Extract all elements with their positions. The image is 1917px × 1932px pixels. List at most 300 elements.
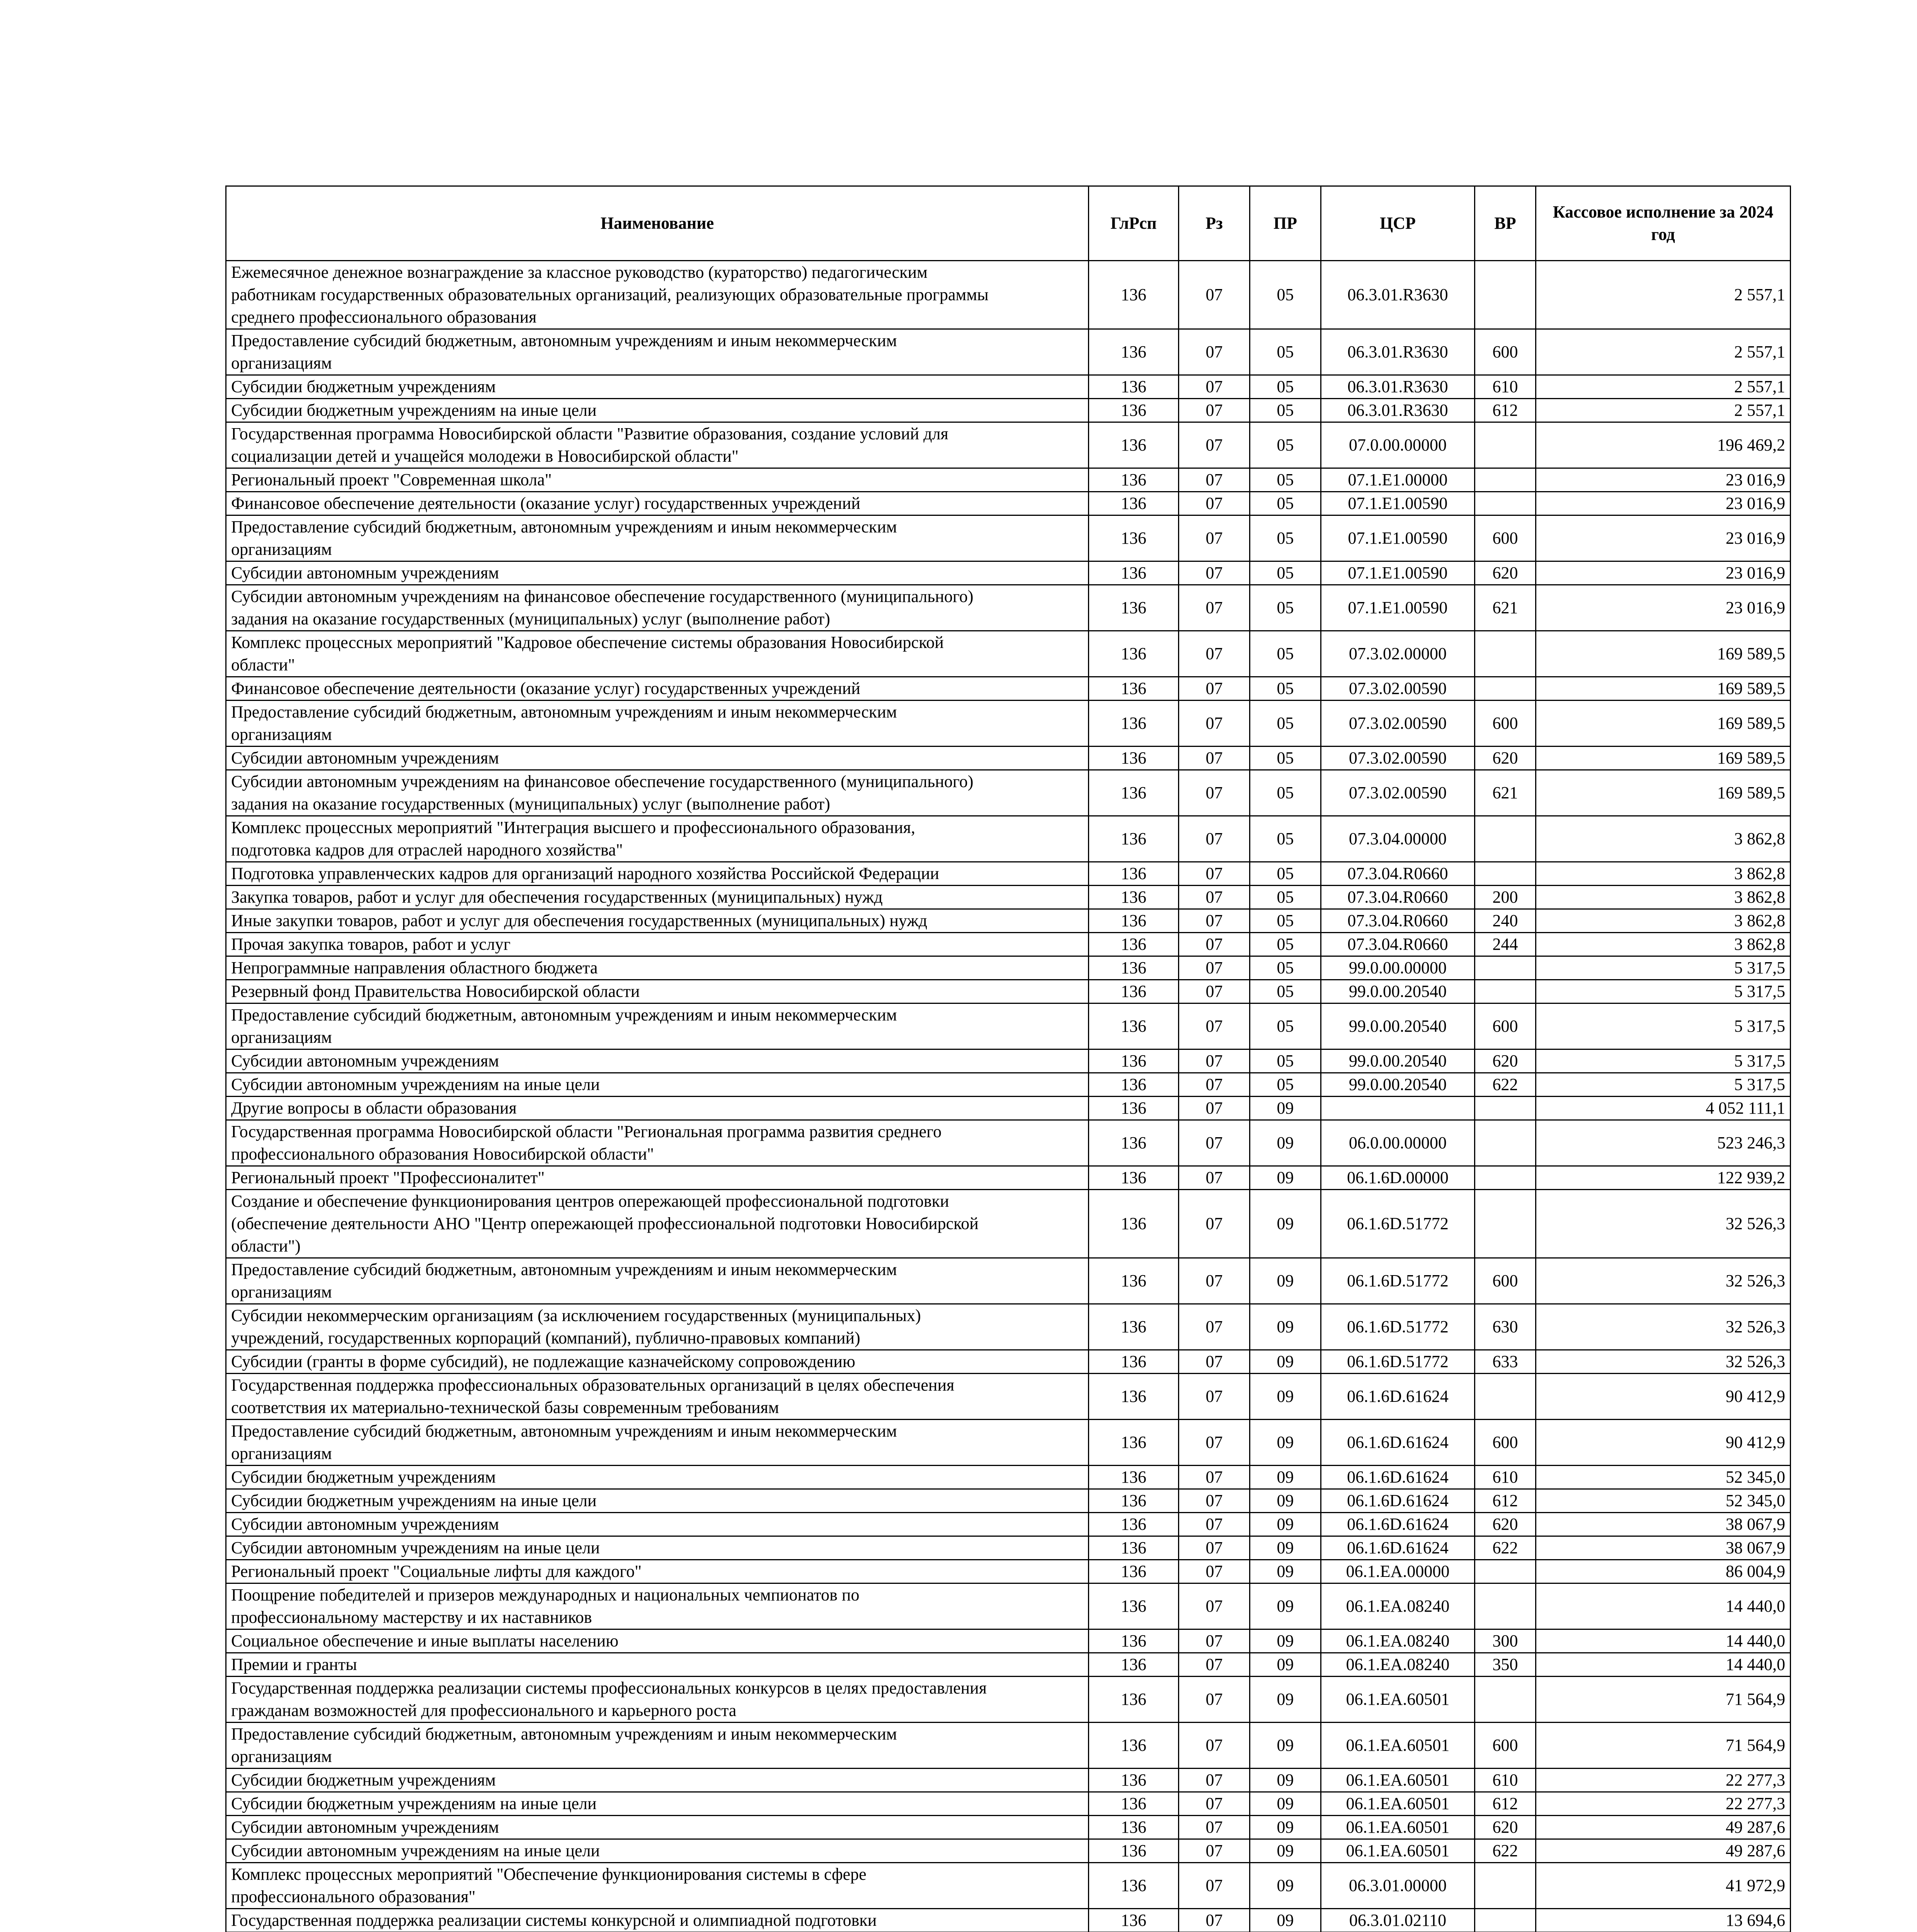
cell-name: Региональный проект "Социальные лифты для каждого": [226, 1560, 1089, 1583]
cell-amount: 71 564,9: [1536, 1677, 1791, 1723]
table-row: [226, 677, 1791, 701]
cell-rz: 07: [1179, 1350, 1250, 1374]
cell-pr: 05: [1250, 561, 1321, 585]
cell-name: Резервный фонд Правительства Новосибирской области: [226, 980, 1089, 1003]
cell-name: Субсидии автономным учреждениям: [226, 1816, 1089, 1839]
cell-csr: 99.0.00.00000: [1321, 956, 1475, 980]
table-row: [226, 956, 1791, 980]
table-row: [226, 1120, 1791, 1166]
cell-glrsp: 136: [1089, 585, 1179, 631]
cell-pr: 05: [1250, 1049, 1321, 1073]
cell-vr: [1475, 631, 1536, 677]
cell-glrsp: 136: [1089, 1003, 1179, 1049]
cell-name: Непрограммные направления областного бюджета: [226, 956, 1089, 980]
cell-glrsp: 136: [1089, 1304, 1179, 1350]
cell-name: Комплекс процессных мероприятий "Обеспечение функционирования системы в сфере профессионального образования": [226, 1863, 1089, 1909]
cell-vr: [1475, 1190, 1536, 1258]
cell-amount: 169 589,5: [1536, 631, 1791, 677]
cell-amount: 3 862,8: [1536, 862, 1791, 886]
cell-vr: [1475, 1374, 1536, 1420]
cell-vr: 600: [1475, 515, 1536, 561]
cell-glrsp: 136: [1089, 1536, 1179, 1560]
table-row: [226, 1792, 1791, 1816]
cell-csr: 06.1.EA.08240: [1321, 1583, 1475, 1629]
cell-glrsp: 136: [1089, 561, 1179, 585]
cell-name: Субсидии некоммерческим организациям (за исключением государственных (муниципальных) учреждений, государственных корпораций (компаний), публично-правовых компаний): [226, 1304, 1089, 1350]
cell-name: Субсидии бюджетным учреждениям на иные цели: [226, 1792, 1089, 1816]
cell-rz: 07: [1179, 956, 1250, 980]
cell-csr: 06.1.EA.08240: [1321, 1653, 1475, 1677]
cell-pr: 09: [1250, 1190, 1321, 1258]
cell-rz: 07: [1179, 585, 1250, 631]
cell-name: Закупка товаров, работ и услуг для обеспечения государственных (муниципальных) нужд: [226, 886, 1089, 909]
cell-pr: 05: [1250, 329, 1321, 375]
cell-name: Государственная программа Новосибирской области "Региональная программа развития среднего профессионального образования Новосибирской области": [226, 1120, 1089, 1166]
cell-csr: 07.3.02.00590: [1321, 677, 1475, 701]
header-rz: Рз: [1179, 186, 1250, 261]
cell-vr: 610: [1475, 375, 1536, 399]
cell-glrsp: 136: [1089, 329, 1179, 375]
header-name: Наименование: [226, 186, 1089, 261]
cell-name: Субсидии автономным учреждениям: [226, 1049, 1089, 1073]
cell-rz: 07: [1179, 1374, 1250, 1420]
cell-rz: 07: [1179, 1049, 1250, 1073]
cell-name: Предоставление субсидий бюджетным, автономным учреждениям и иным некоммерческим организациям: [226, 1258, 1089, 1304]
cell-csr: 07.3.02.00000: [1321, 631, 1475, 677]
cell-pr: 05: [1250, 701, 1321, 747]
cell-name: Субсидии автономным учреждениям: [226, 747, 1089, 770]
cell-pr: 05: [1250, 399, 1321, 422]
cell-vr: 620: [1475, 561, 1536, 585]
cell-name: Государственная поддержка реализации системы конкурсной и олимпиадной подготовки: [226, 1909, 1089, 1932]
cell-csr: 07.1.E1.00590: [1321, 492, 1475, 515]
cell-pr: 05: [1250, 1073, 1321, 1097]
cell-amount: 2 557,1: [1536, 261, 1791, 329]
cell-vr: 620: [1475, 1816, 1536, 1839]
cell-amount: 32 526,3: [1536, 1190, 1791, 1258]
cell-glrsp: 136: [1089, 1629, 1179, 1653]
cell-amount: 23 016,9: [1536, 585, 1791, 631]
cell-glrsp: 136: [1089, 1049, 1179, 1073]
cell-amount: 5 317,5: [1536, 1003, 1791, 1049]
cell-csr: 06.3.01.R3630: [1321, 329, 1475, 375]
cell-amount: 169 589,5: [1536, 770, 1791, 816]
cell-name: Поощрение победителей и призеров международных и национальных чемпионатов по профессиональному мастерству и их наставников: [226, 1583, 1089, 1629]
cell-glrsp: 136: [1089, 1769, 1179, 1792]
cell-name: Субсидии автономным учреждениям: [226, 561, 1089, 585]
cell-rz: 07: [1179, 1466, 1250, 1489]
cell-vr: [1475, 980, 1536, 1003]
table-row: [226, 515, 1791, 561]
cell-rz: 07: [1179, 980, 1250, 1003]
cell-rz: 07: [1179, 1003, 1250, 1049]
cell-glrsp: 136: [1089, 1653, 1179, 1677]
cell-pr: 09: [1250, 1792, 1321, 1816]
cell-csr: 06.1.6D.61624: [1321, 1513, 1475, 1536]
header-csr: ЦСР: [1321, 186, 1475, 261]
table-row: [226, 399, 1791, 422]
cell-vr: 600: [1475, 329, 1536, 375]
cell-rz: 07: [1179, 492, 1250, 515]
cell-pr: 09: [1250, 1909, 1321, 1932]
cell-amount: 86 004,9: [1536, 1560, 1791, 1583]
cell-pr: 05: [1250, 261, 1321, 329]
table-row: [226, 1583, 1791, 1629]
cell-csr: 06.3.01.R3630: [1321, 261, 1475, 329]
cell-rz: 07: [1179, 886, 1250, 909]
cell-vr: 633: [1475, 1350, 1536, 1374]
cell-csr: 06.1.6D.61624: [1321, 1374, 1475, 1420]
cell-amount: 38 067,9: [1536, 1536, 1791, 1560]
table-row: [226, 631, 1791, 677]
cell-vr: 621: [1475, 585, 1536, 631]
cell-rz: 07: [1179, 770, 1250, 816]
cell-csr: 06.3.01.02110: [1321, 1909, 1475, 1932]
cell-amount: 23 016,9: [1536, 515, 1791, 561]
cell-rz: 07: [1179, 1583, 1250, 1629]
cell-pr: 09: [1250, 1839, 1321, 1863]
cell-glrsp: 136: [1089, 631, 1179, 677]
table-row: [226, 1816, 1791, 1839]
cell-pr: 05: [1250, 515, 1321, 561]
cell-name: Субсидии бюджетным учреждениям: [226, 375, 1089, 399]
cell-csr: 06.1.6D.51772: [1321, 1190, 1475, 1258]
cell-pr: 05: [1250, 980, 1321, 1003]
cell-amount: 32 526,3: [1536, 1350, 1791, 1374]
cell-csr: 99.0.00.20540: [1321, 980, 1475, 1003]
cell-vr: 600: [1475, 1420, 1536, 1466]
cell-pr: 05: [1250, 886, 1321, 909]
table-row: [226, 1560, 1791, 1583]
cell-vr: [1475, 422, 1536, 468]
cell-rz: 07: [1179, 1073, 1250, 1097]
cell-vr: 600: [1475, 701, 1536, 747]
cell-pr: 09: [1250, 1374, 1321, 1420]
cell-vr: 610: [1475, 1769, 1536, 1792]
cell-name: Прочая закупка товаров, работ и услуг: [226, 933, 1089, 956]
cell-csr: 06.3.01.R3630: [1321, 375, 1475, 399]
table-row: [226, 1839, 1791, 1863]
cell-glrsp: 136: [1089, 1097, 1179, 1120]
cell-name: Предоставление субсидий бюджетным, автономным учреждениям и иным некоммерческим организациям: [226, 1723, 1089, 1769]
cell-vr: 240: [1475, 909, 1536, 933]
cell-name: Субсидии бюджетным учреждениям на иные цели: [226, 1489, 1089, 1513]
table-row: [226, 1513, 1791, 1536]
cell-amount: 3 862,8: [1536, 909, 1791, 933]
cell-amount: 5 317,5: [1536, 1073, 1791, 1097]
cell-rz: 07: [1179, 468, 1250, 492]
cell-pr: 09: [1250, 1466, 1321, 1489]
cell-glrsp: 136: [1089, 422, 1179, 468]
cell-vr: 600: [1475, 1258, 1536, 1304]
cell-rz: 07: [1179, 1190, 1250, 1258]
cell-rz: 07: [1179, 1629, 1250, 1653]
cell-name: Субсидии бюджетным учреждениям на иные цели: [226, 399, 1089, 422]
cell-vr: [1475, 468, 1536, 492]
cell-rz: 07: [1179, 1769, 1250, 1792]
cell-vr: 620: [1475, 1049, 1536, 1073]
cell-amount: 71 564,9: [1536, 1723, 1791, 1769]
table-row: [226, 1769, 1791, 1792]
cell-rz: 07: [1179, 1816, 1250, 1839]
cell-vr: 622: [1475, 1536, 1536, 1560]
cell-vr: 622: [1475, 1839, 1536, 1863]
cell-name: Региональный проект "Профессионалитет": [226, 1166, 1089, 1190]
cell-pr: 05: [1250, 1003, 1321, 1049]
cell-rz: 07: [1179, 1489, 1250, 1513]
cell-csr: 07.3.02.00590: [1321, 770, 1475, 816]
cell-rz: 07: [1179, 399, 1250, 422]
cell-rz: 07: [1179, 816, 1250, 862]
cell-name: Субсидии автономным учреждениям на финансовое обеспечение государственного (муниципального) задания на оказание государственных (муниципальных) услуг (выполнение работ): [226, 770, 1089, 816]
cell-csr: 07.1.E1.00590: [1321, 585, 1475, 631]
table-row: [226, 701, 1791, 747]
cell-amount: 49 287,6: [1536, 1816, 1791, 1839]
cell-csr: 06.1.EA.00000: [1321, 1560, 1475, 1583]
cell-vr: [1475, 956, 1536, 980]
table-row: [226, 1049, 1791, 1073]
cell-csr: 99.0.00.20540: [1321, 1003, 1475, 1049]
cell-rz: 07: [1179, 375, 1250, 399]
cell-pr: 09: [1250, 1350, 1321, 1374]
header-glrsp: ГлРсп: [1089, 186, 1179, 261]
cell-csr: 99.0.00.20540: [1321, 1073, 1475, 1097]
cell-vr: 622: [1475, 1073, 1536, 1097]
cell-csr: 06.3.01.R3630: [1321, 399, 1475, 422]
cell-csr: 06.1.6D.00000: [1321, 1166, 1475, 1190]
cell-name: Финансовое обеспечение деятельности (оказание услуг) государственных учреждений: [226, 677, 1089, 701]
cell-pr: 09: [1250, 1120, 1321, 1166]
cell-amount: 122 939,2: [1536, 1166, 1791, 1190]
cell-glrsp: 136: [1089, 375, 1179, 399]
cell-glrsp: 136: [1089, 1723, 1179, 1769]
cell-amount: 523 246,3: [1536, 1120, 1791, 1166]
cell-amount: 5 317,5: [1536, 980, 1791, 1003]
cell-name: Подготовка управленческих кадров для организаций народного хозяйства Российской Федерации: [226, 862, 1089, 886]
cell-vr: [1475, 1120, 1536, 1166]
cell-vr: 300: [1475, 1629, 1536, 1653]
cell-name: Региональный проект "Современная школа": [226, 468, 1089, 492]
cell-rz: 07: [1179, 933, 1250, 956]
cell-rz: 07: [1179, 329, 1250, 375]
cell-name: Ежемесячное денежное вознаграждение за классное руководство (кураторство) педагогическим работникам государственных образовательных организаций, реализующих образовательные программы среднего профессионального образования: [226, 261, 1089, 329]
cell-glrsp: 136: [1089, 701, 1179, 747]
cell-csr: 07.3.02.00590: [1321, 747, 1475, 770]
cell-rz: 07: [1179, 1097, 1250, 1120]
table-row: [226, 1909, 1791, 1932]
cell-pr: 09: [1250, 1536, 1321, 1560]
cell-pr: 05: [1250, 585, 1321, 631]
cell-amount: 23 016,9: [1536, 468, 1791, 492]
cell-glrsp: 136: [1089, 515, 1179, 561]
cell-glrsp: 136: [1089, 492, 1179, 515]
cell-csr: 06.1.6D.61624: [1321, 1536, 1475, 1560]
cell-csr: 06.1.6D.51772: [1321, 1350, 1475, 1374]
cell-glrsp: 136: [1089, 1583, 1179, 1629]
cell-rz: 07: [1179, 1258, 1250, 1304]
table-row: [226, 933, 1791, 956]
table-row: [226, 1863, 1791, 1909]
cell-pr: 05: [1250, 956, 1321, 980]
cell-vr: 620: [1475, 1513, 1536, 1536]
cell-csr: 07.0.00.00000: [1321, 422, 1475, 468]
cell-pr: 09: [1250, 1166, 1321, 1190]
cell-name: Субсидии автономным учреждениям на иные цели: [226, 1536, 1089, 1560]
cell-rz: 07: [1179, 1839, 1250, 1863]
cell-rz: 07: [1179, 701, 1250, 747]
cell-vr: [1475, 1677, 1536, 1723]
cell-amount: 23 016,9: [1536, 561, 1791, 585]
cell-csr: 99.0.00.20540: [1321, 1049, 1475, 1073]
cell-rz: 07: [1179, 561, 1250, 585]
table-row: [226, 747, 1791, 770]
cell-glrsp: 136: [1089, 1839, 1179, 1863]
cell-rz: 07: [1179, 1120, 1250, 1166]
cell-rz: 07: [1179, 1513, 1250, 1536]
cell-pr: 09: [1250, 1653, 1321, 1677]
cell-amount: 14 440,0: [1536, 1583, 1791, 1629]
cell-vr: [1475, 492, 1536, 515]
cell-csr: 06.1.EA.60501: [1321, 1792, 1475, 1816]
cell-csr: 06.1.6D.61624: [1321, 1466, 1475, 1489]
cell-amount: 169 589,5: [1536, 747, 1791, 770]
cell-pr: 05: [1250, 375, 1321, 399]
cell-amount: 5 317,5: [1536, 956, 1791, 980]
cell-csr: 06.1.6D.51772: [1321, 1304, 1475, 1350]
cell-pr: 05: [1250, 468, 1321, 492]
cell-amount: 13 694,6: [1536, 1909, 1791, 1932]
cell-vr: 620: [1475, 747, 1536, 770]
cell-amount: 14 440,0: [1536, 1629, 1791, 1653]
cell-amount: 38 067,9: [1536, 1513, 1791, 1536]
cell-pr: 05: [1250, 933, 1321, 956]
cell-glrsp: 136: [1089, 816, 1179, 862]
cell-amount: 4 052 111,1: [1536, 1097, 1791, 1120]
budget-table: [225, 185, 1791, 1932]
cell-vr: [1475, 261, 1536, 329]
cell-pr: 05: [1250, 631, 1321, 677]
cell-glrsp: 136: [1089, 980, 1179, 1003]
cell-name: Финансовое обеспечение деятельности (оказание услуг) государственных учреждений: [226, 492, 1089, 515]
cell-csr: 07.1.E1.00590: [1321, 561, 1475, 585]
cell-amount: 2 557,1: [1536, 399, 1791, 422]
cell-name: Создание и обеспечение функционирования центров опережающей профессиональной подготовки (обеспечение деятельности АНО "Центр опережающей профессиональной подготовки Новосибирской области"): [226, 1190, 1089, 1258]
cell-glrsp: 136: [1089, 747, 1179, 770]
cell-vr: 200: [1475, 886, 1536, 909]
cell-pr: 05: [1250, 770, 1321, 816]
cell-name: Государственная поддержка реализации системы профессиональных конкурсов в целях предоставления гражданам возможностей для профессионального и карьерного роста: [226, 1677, 1089, 1723]
cell-csr: 07.3.04.R0660: [1321, 886, 1475, 909]
table-row: [226, 1677, 1791, 1723]
table-row: [226, 1190, 1791, 1258]
cell-rz: 07: [1179, 909, 1250, 933]
table-row: [226, 1374, 1791, 1420]
cell-glrsp: 136: [1089, 1792, 1179, 1816]
table-row: [226, 1003, 1791, 1049]
cell-rz: 07: [1179, 1723, 1250, 1769]
cell-name: Предоставление субсидий бюджетным, автономным учреждениям и иным некоммерческим организациям: [226, 1420, 1089, 1466]
cell-amount: 22 277,3: [1536, 1769, 1791, 1792]
cell-vr: 610: [1475, 1466, 1536, 1489]
table-row: [226, 862, 1791, 886]
cell-vr: [1475, 1583, 1536, 1629]
cell-name: Предоставление субсидий бюджетным, автономным учреждениям и иным некоммерческим организациям: [226, 701, 1089, 747]
table-row: [226, 261, 1791, 329]
header-vr: ВР: [1475, 186, 1536, 261]
cell-amount: 3 862,8: [1536, 886, 1791, 909]
cell-glrsp: 136: [1089, 933, 1179, 956]
table-row: [226, 909, 1791, 933]
cell-name: Социальное обеспечение и иные выплаты населению: [226, 1629, 1089, 1653]
cell-csr: 07.3.02.00590: [1321, 701, 1475, 747]
cell-glrsp: 136: [1089, 1258, 1179, 1304]
cell-name: Субсидии автономным учреждениям на иные цели: [226, 1839, 1089, 1863]
cell-name: Государственная программа Новосибирской области "Развитие образования, создание условий для социализации детей и учащейся молодежи в Новосибирской области": [226, 422, 1089, 468]
cell-amount: 52 345,0: [1536, 1466, 1791, 1489]
cell-glrsp: 136: [1089, 1816, 1179, 1839]
cell-amount: 14 440,0: [1536, 1653, 1791, 1677]
cell-rz: 07: [1179, 1166, 1250, 1190]
cell-name: Предоставление субсидий бюджетным, автономным учреждениям и иным некоммерческим организациям: [226, 515, 1089, 561]
cell-pr: 05: [1250, 492, 1321, 515]
cell-pr: 09: [1250, 1816, 1321, 1839]
cell-vr: 621: [1475, 770, 1536, 816]
cell-vr: 612: [1475, 1489, 1536, 1513]
cell-csr: 06.1.EA.60501: [1321, 1769, 1475, 1792]
table-row: [226, 1304, 1791, 1350]
cell-name: Премии и гранты: [226, 1653, 1089, 1677]
cell-vr: 612: [1475, 1792, 1536, 1816]
cell-vr: [1475, 1863, 1536, 1909]
cell-name: Субсидии бюджетным учреждениям: [226, 1769, 1089, 1792]
cell-csr: 07.1.E1.00590: [1321, 515, 1475, 561]
cell-glrsp: 136: [1089, 1420, 1179, 1466]
cell-rz: 07: [1179, 1909, 1250, 1932]
cell-pr: 09: [1250, 1258, 1321, 1304]
table-row: [226, 561, 1791, 585]
cell-csr: 06.1.6D.61624: [1321, 1420, 1475, 1466]
table-row: [226, 1629, 1791, 1653]
cell-csr: 06.1.EA.60501: [1321, 1816, 1475, 1839]
cell-glrsp: 136: [1089, 862, 1179, 886]
cell-glrsp: 136: [1089, 1166, 1179, 1190]
cell-name: Субсидии автономным учреждениям: [226, 1513, 1089, 1536]
header-pr: ПР: [1250, 186, 1321, 261]
cell-amount: 22 277,3: [1536, 1792, 1791, 1816]
cell-name: Государственная поддержка профессиональных образовательных организаций в целях обеспечения соответствия их материально-технической базы современным требованиям: [226, 1374, 1089, 1420]
table-row: [226, 1489, 1791, 1513]
table-row: [226, 1723, 1791, 1769]
cell-pr: 09: [1250, 1723, 1321, 1769]
cell-glrsp: 136: [1089, 399, 1179, 422]
cell-csr: 07.1.E1.00000: [1321, 468, 1475, 492]
cell-vr: 600: [1475, 1723, 1536, 1769]
cell-vr: 244: [1475, 933, 1536, 956]
cell-rz: 07: [1179, 1304, 1250, 1350]
cell-name: Предоставление субсидий бюджетным, автономным учреждениям и иным некоммерческим организациям: [226, 1003, 1089, 1049]
cell-glrsp: 136: [1089, 1466, 1179, 1489]
cell-amount: 2 557,1: [1536, 375, 1791, 399]
cell-csr: 06.1.EA.60501: [1321, 1839, 1475, 1863]
cell-rz: 07: [1179, 422, 1250, 468]
cell-vr: [1475, 862, 1536, 886]
table-row: [226, 468, 1791, 492]
table-row: [226, 1350, 1791, 1374]
cell-amount: 169 589,5: [1536, 677, 1791, 701]
cell-csr: 06.0.00.00000: [1321, 1120, 1475, 1166]
cell-pr: 05: [1250, 909, 1321, 933]
cell-glrsp: 136: [1089, 956, 1179, 980]
